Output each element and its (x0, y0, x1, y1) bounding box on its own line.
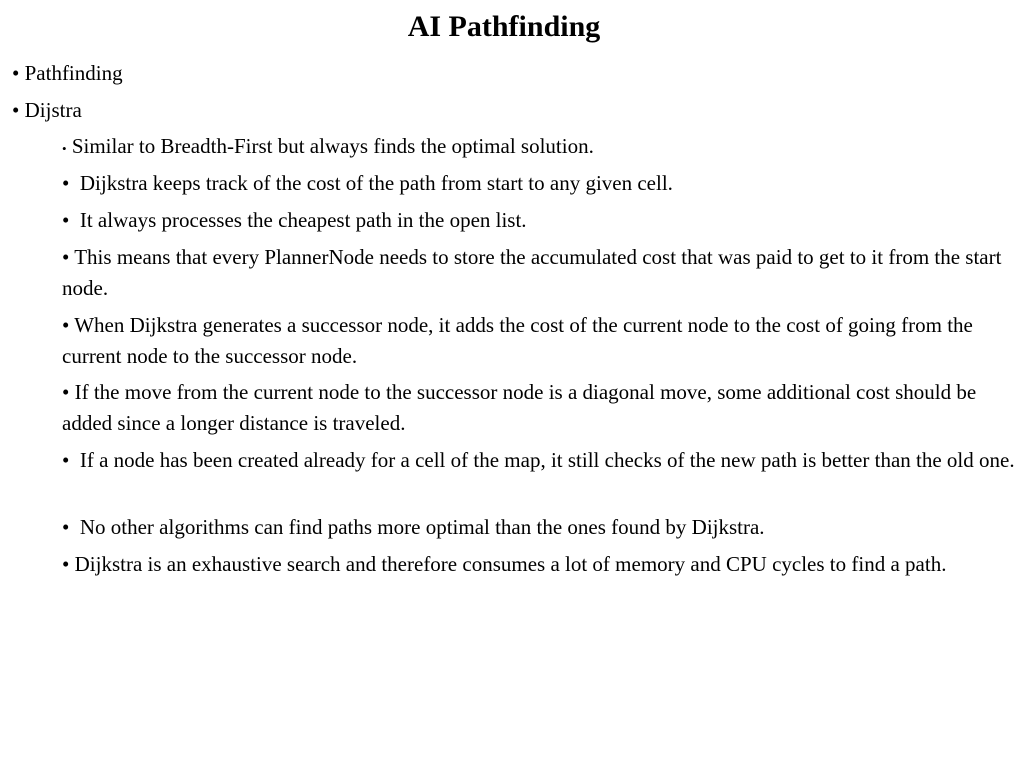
bullet-marker: • (62, 552, 70, 576)
bullet-marker: • (62, 171, 70, 195)
bullet-text: This means that every PlannerNode needs to store the accumulated cost that was paid to get to it from the start node. (62, 245, 1007, 300)
bullet-text: Pathfinding (24, 61, 123, 85)
sub-bullet-plannernode (62, 242, 1018, 304)
sub-bullet-track-cost (62, 168, 1018, 199)
bullet-marker: • (12, 61, 20, 85)
sub-bullet-cheapest-path (62, 205, 1018, 236)
bullet-marker: • (62, 380, 70, 404)
bullet-text: Dijkstra is an exhaustive search and therefore consumes a lot of memory and CPU cycles to find a path. (69, 552, 947, 576)
sub-bullet-optimal (62, 512, 1018, 543)
bullet-text: If the move from the current node to the successor node is a diagonal move, some additional cost should be added since a longer distance is traveled. (62, 380, 982, 435)
sub-bullet-exhaustive (62, 549, 1018, 580)
bullet-text: Dijstra (24, 98, 82, 122)
bullet-text: When Dijkstra generates a successor node, it adds the cost of the current node to the cost of going from the current node to the successor node. (62, 313, 979, 368)
bullet-pathfinding (12, 60, 123, 86)
sub-bullet-diagonal-move (62, 377, 1018, 439)
sub-bullet-similar-bfs (62, 131, 1018, 164)
bullet-marker: • (62, 245, 70, 269)
sub-bullet-successor-cost (62, 310, 1018, 372)
bullet-text: No other algorithms can find paths more optimal than the ones found by Dijkstra. (69, 515, 765, 539)
bullet-text: Dijkstra keeps track of the cost of the path from start to any given cell. (69, 171, 673, 195)
bullet-marker: • (12, 98, 20, 122)
bullet-marker: • (62, 448, 70, 472)
bullet-marker: • (62, 313, 70, 337)
bullet-text: Similar to Breadth-First but always finds the optimal solution. (66, 134, 594, 158)
bullet-text: It always processes the cheapest path in the open list. (69, 208, 527, 232)
bullet-dijstra (12, 97, 82, 123)
bullet-text: If a node has been created already for a cell of the map, it still checks of the new path is better than the old one. (69, 448, 1015, 472)
bullet-marker: • (62, 141, 67, 156)
bullet-marker: • (62, 515, 70, 539)
bullet-marker: • (62, 208, 70, 232)
slide-title: AI Pathfinding (407, 10, 601, 43)
sub-bullet-existing-node (62, 445, 1018, 476)
